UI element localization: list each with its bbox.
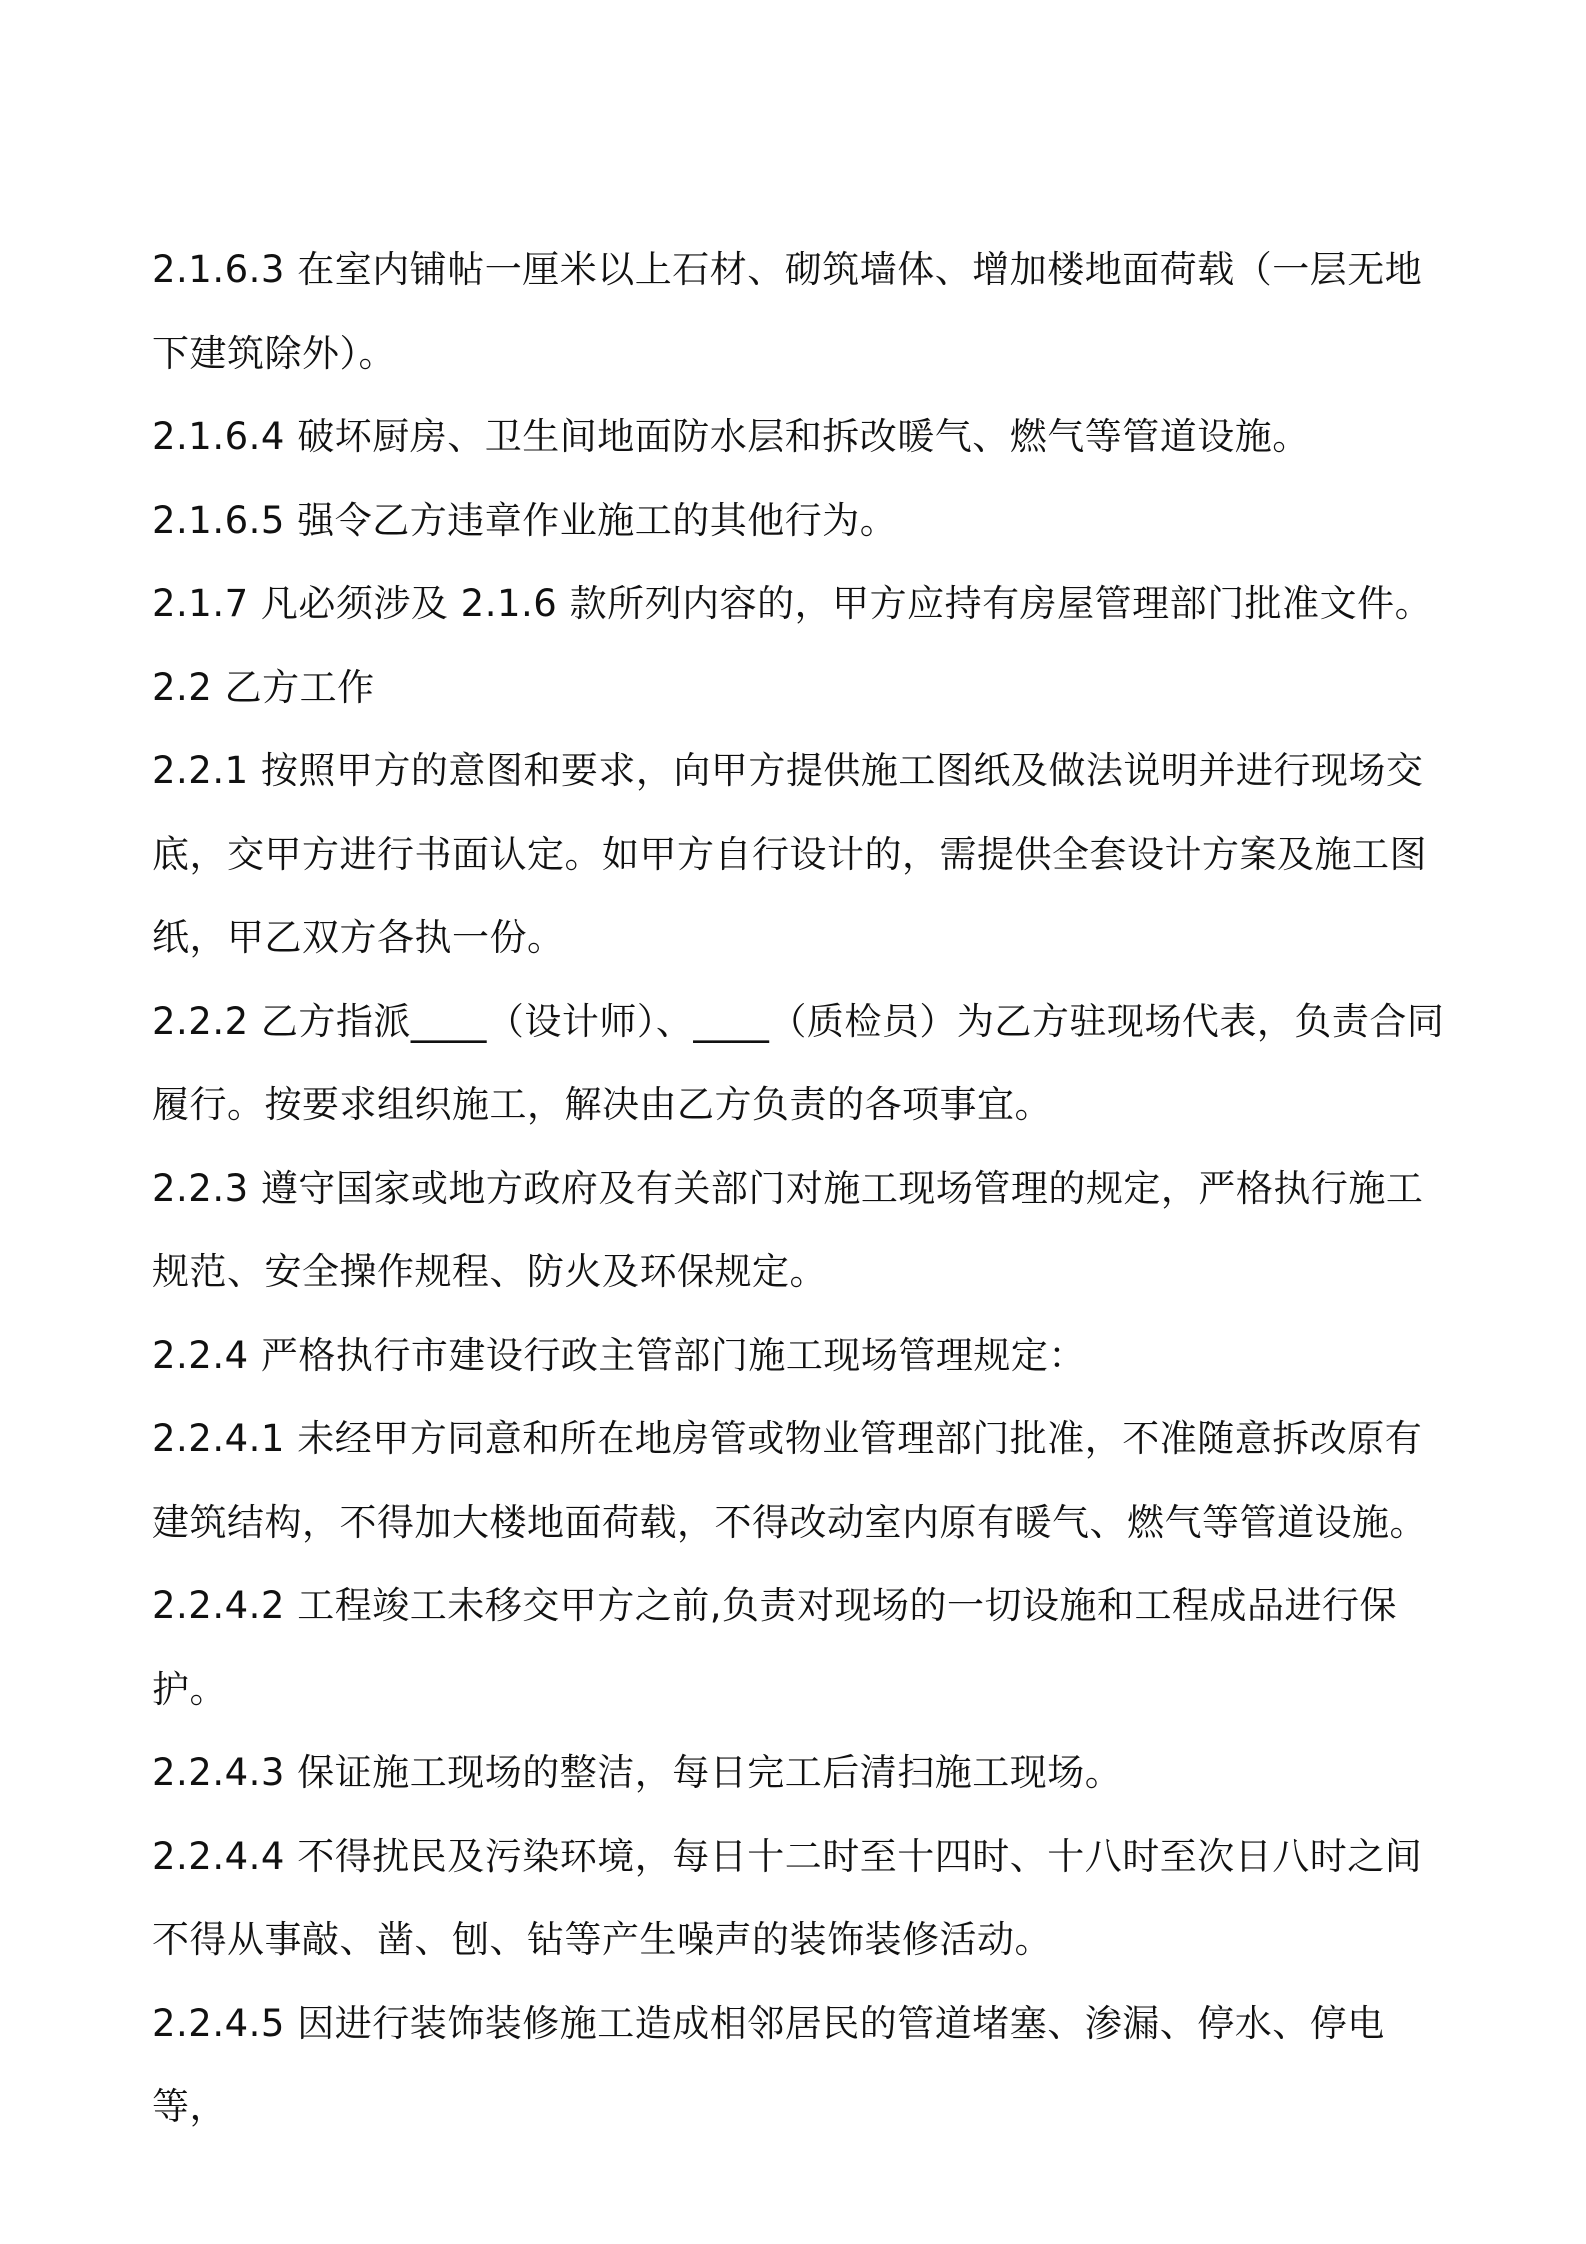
clause-2-2-4-1: 2.2.4.1 未经甲方同意和所在地房管或物业管理部门批准，不准随意拆改原有建筑结构，不得加大楼地面荷载，不得改动室内原有暖气、燃气等管道设施。 [152, 1417, 1427, 1544]
clause-2-1-6-3: 2.1.6.3 在室内铺帖一厘米以上石材、砌筑墙体、增加楼地面荷载（一层无地下建筑除外）。 [152, 248, 1423, 375]
clause-2-1-7: 2.1.7 凡必须涉及 2.1.6 款所列内容的，甲方应持有房屋管理部门批准文件。 [152, 582, 1433, 625]
clause-2-2-4-4: 2.2.4.4 不得扰民及污染环境，每日十二时至十四时、十八时至次日八时之间不得从事敲、凿、刨、钻等产生噪声的装饰装修活动。 [152, 1834, 1423, 1961]
clause-2-2-4: 2.2.4 严格执行市建设行政主管部门施工现场管理规定： [152, 1333, 1086, 1377]
clause-2-1-6-5: 2.1.6.5 强令乙方违章作业施工的其他行为。 [152, 498, 898, 542]
section-heading-2-2: 2.2 乙方工作 [152, 665, 375, 709]
clause-2-2-2: 2.2.2 乙方指派____（设计师）、____（质检员）为乙方驻现场代表，负责合同履行。按要求组织施工，解决由乙方负责的各项事宜。 [152, 999, 1445, 1126]
clause-2-2-4-2: 2.2.4.2 工程竣工未移交甲方之前,负责对现场的一切设施和工程成品进行保护。 [152, 1584, 1397, 1711]
clause-2-1-6-4: 2.1.6.4 破坏厨房、卫生间地面防水层和拆改暖气、燃气等管道设施。 [152, 415, 1310, 458]
clause-2-2-4-5: 2.2.4.5 因进行装饰装修施工造成相邻居民的管道堵塞、渗漏、停水、停电等， [152, 2001, 1385, 2128]
clause-2-2-3: 2.2.3 遵守国家或地方政府及有关部门对施工现场管理的规定，严格执行施工规范、安全操作规程、防火及环保规定。 [152, 1166, 1424, 1293]
document-body [152, 228, 1452, 2149]
clause-2-2-1: 2.2.1 按照甲方的意图和要求，向甲方提供施工图纸及做法说明并进行现场交底，交甲方进行书面认定。如甲方自行设计的，需提供全套设计方案及施工图纸，甲乙双方各执一份。 [152, 749, 1427, 959]
clause-2-2-4-3: 2.2.4.3 保证施工现场的整洁，每日完工后清扫施工现场。 [152, 1751, 1123, 1794]
